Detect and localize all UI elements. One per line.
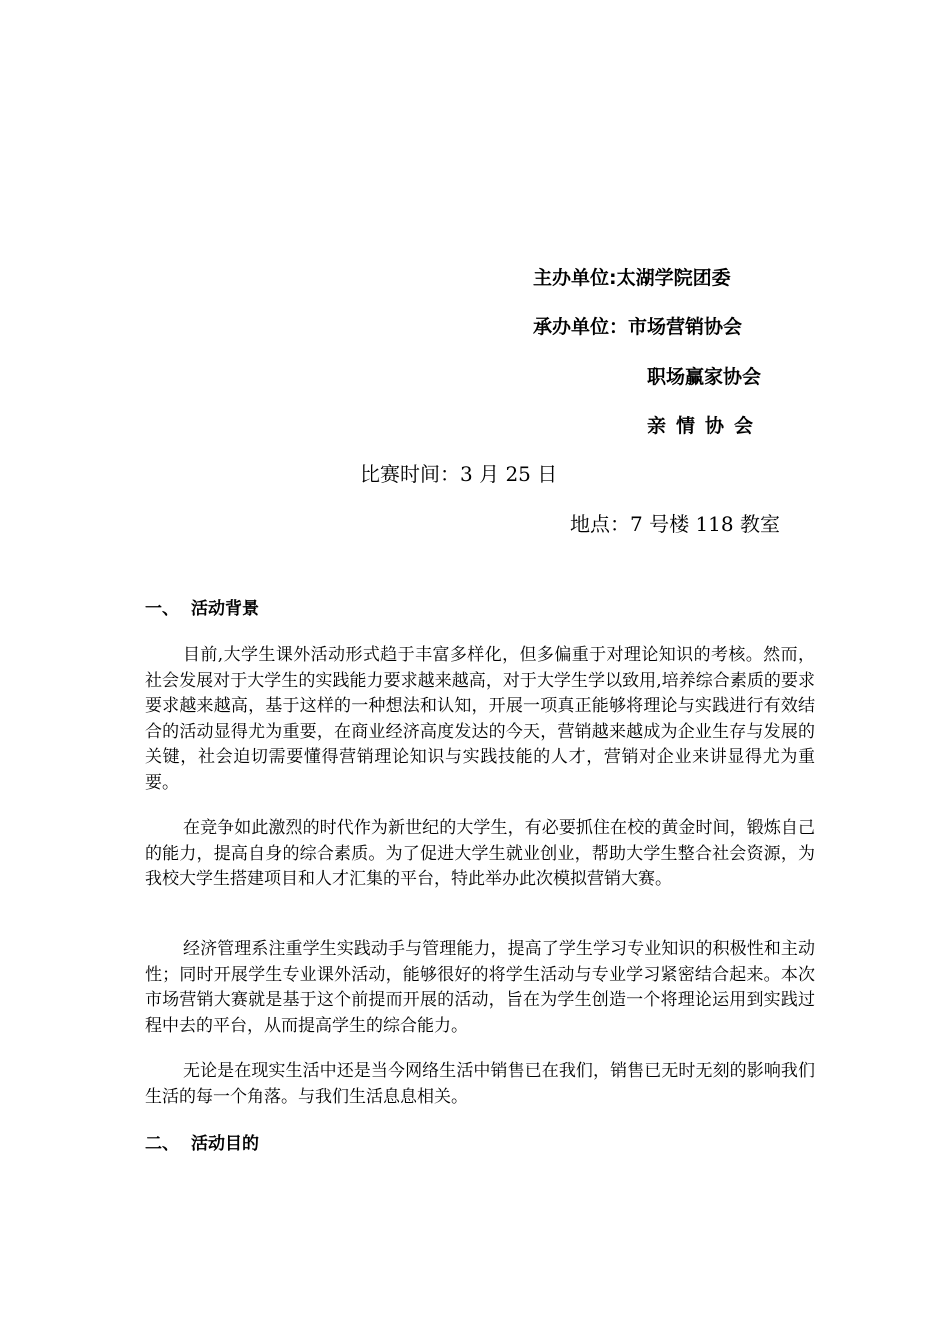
paragraph: 无论是在现实生活中还是当今网络生活中销售已在我们，销售已无时无刻的影响我们生活的每一个角落。与我们生活息息相关。 <box>145 1061 815 1107</box>
paragraph: 经济管理系注重学生实践动手与管理能力，提高了学生学习专业知识的积极性和主动性；同时开展学生专业课外活动，能够很好的将学生活动与专业学习紧密结合起来。本次市场营销大赛就是基于这个前提而开展的活动，旨在为学生创造一个将理论运用到实践过程中去的平台，从而提高学生的综合能力。 <box>145 939 815 1036</box>
co-name-1: 市场营销协会 <box>628 316 743 338</box>
host-name: 太湖学院团委 <box>616 267 731 289</box>
co-organizer-2 <box>647 365 761 389</box>
section-title: 活动背景 <box>191 599 259 619</box>
co-organizer-3 <box>647 414 763 438</box>
section-heading-background <box>145 598 259 620</box>
paragraph: 在竞争如此激烈的时代作为新世纪的大学生，有必要抓住在校的黄金时间，锻炼自己的能力，提高自身的综合素质。为了促进大学生就业创业，帮助大学生整合社会资源，为我校大学生搭建项目和人才汇集的平台，特此举办此次模拟营销大赛。 <box>145 818 815 889</box>
section-title: 活动目的 <box>191 1134 259 1154</box>
co-organizer <box>533 315 742 339</box>
section-number: 一、 <box>145 599 179 619</box>
co-label: 承办单位： <box>533 316 629 338</box>
host-label: 主办单位: <box>533 267 617 289</box>
event-time: 比赛时间：3 月 25 日 <box>360 462 558 486</box>
section-number: 二、 <box>145 1134 179 1154</box>
co-name-2: 职场赢家协会 <box>647 366 762 388</box>
paragraph: 目前,大学生课外活动形式趋于丰富多样化，但多偏重于对理论知识的考核。然而，社会发展对于大学生的实践能力要求越来越高，对于大学生学以致用,培养综合素质的要求要求越来越高，基于这样的一种想法和认知，开展一项真正能够将理论与实践进行有效结合的活动显得尤为重要，在商业经济高度发达的今天，营销越来越成为企业生存与发展的关键，社会迫切需要懂得营销理论知识与实践技能的人才，营销对企业来讲显得尤为重要。 <box>145 645 815 793</box>
host-organizer <box>533 266 731 290</box>
section-heading-purpose <box>145 1133 259 1155</box>
co-name-3: 亲情协会 <box>647 415 764 437</box>
event-place: 地点：7 号楼 118 教室 <box>570 512 780 536</box>
